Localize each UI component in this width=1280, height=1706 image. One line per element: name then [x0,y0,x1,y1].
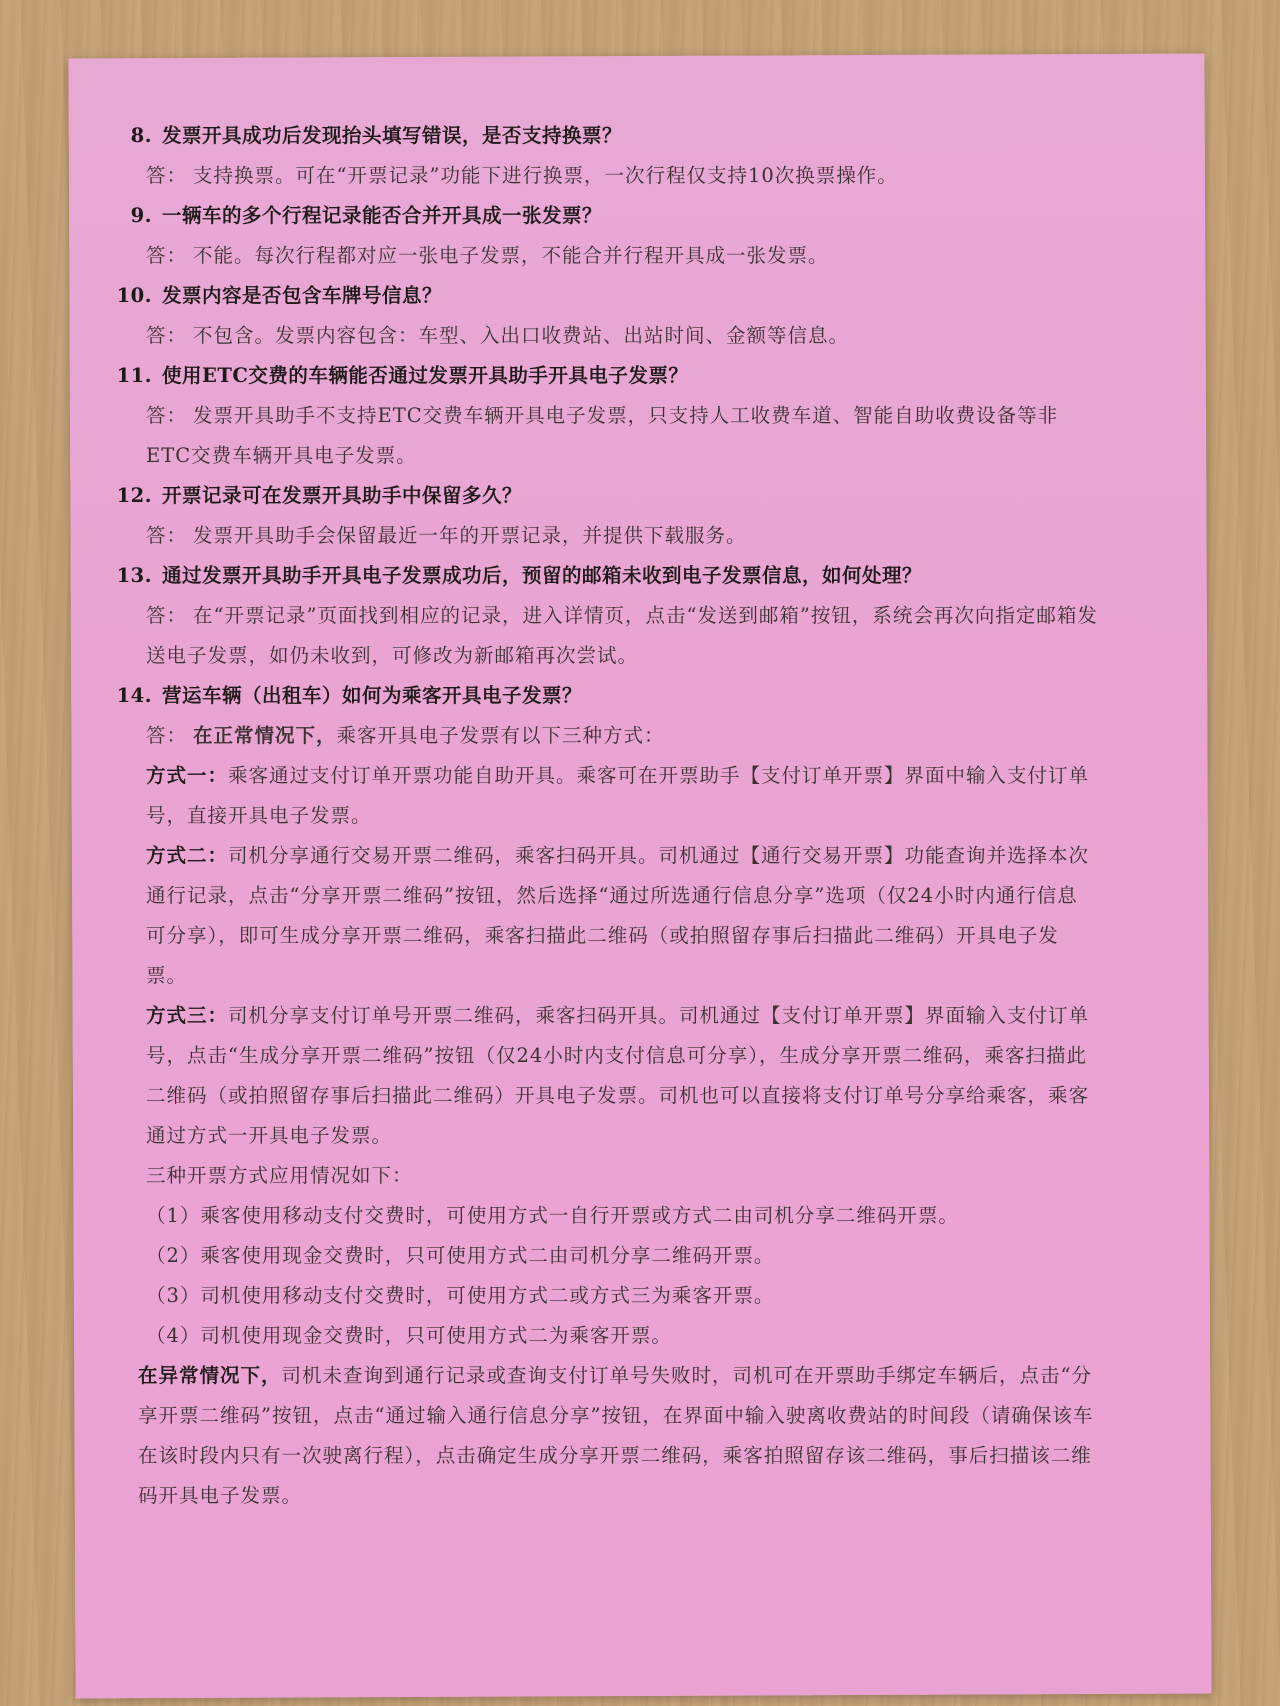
faq-item-9 [108,196,1098,276]
answer-prefix: 答： [146,604,188,627]
question-number: 10. [116,284,152,307]
question-text: 发票内容是否包含车牌号信息？ [162,284,443,307]
question-number: 11. [116,364,152,387]
answer-intro [108,716,1098,756]
question [108,356,1098,396]
answer [108,596,1098,676]
faq-item-12 [108,476,1098,556]
answer-prefix: 答： [146,724,188,747]
answer [108,236,1098,276]
abnormal-case-text: 司机未查询到通行记录或查询支付订单号失败时，司机可在开票助手绑定车辆后，点击“分享开票二维码”按钮，点击“通过输入通行信息分享”按钮，在界面中输入驶离收费站的时间段（请确保该车在该时段内只有一次驶离行程），点击确定生成分享开票二维码，乘客拍照留存该二维码，事后扫描该二维码开具电子发票。 [138,1364,1094,1507]
answer-text: 在“开票记录”页面找到相应的记录，进入详情页，点击“发送到邮箱”按钮，系统会再次向指定邮箱发送电子发票，如仍未收到，可修改为新邮箱再次尝试。 [146,604,1098,667]
faq-item-14 [108,676,1098,1516]
method-2 [108,836,1098,996]
question-text: 通过发票开具助手开具电子发票成功后，预留的邮箱未收到电子发票信息，如何处理？ [162,564,923,587]
method-text: 乘客通过支付订单开票功能自助开具。乘客可在开票助手【支付订单开票】界面中输入支付订单号，直接开具电子发票。 [146,764,1090,827]
faq-item-10 [108,276,1098,356]
faq-item-8 [108,116,1098,196]
question-number: 9. [130,204,152,227]
method-label: 方式一： [146,764,229,787]
case-4: （4）司机使用现金交费时，只可使用方式二为乘客开票。 [146,1324,672,1347]
method-label: 方式三： [146,1004,229,1027]
answer [108,396,1098,476]
question-text: 开票记录可在发票开具助手中保留多久？ [162,484,523,507]
answer-prefix: 答： [146,324,188,347]
faq-item-13 [108,556,1098,676]
case-1: （1）乘客使用移动支付交费时，可使用方式一自行开票或方式二由司机分享二维码开票。 [146,1204,959,1227]
question-number: 13. [116,564,152,587]
method-text: 司机分享通行交易开票二维码，乘客扫码开具。司机通过【通行交易开票】功能查询并选择本次通行记录，点击“分享开票二维码”按钮，然后选择“通过所选通行信息分享”选项（仅24小时内通行信息可分享），即可生成分享开票二维码，乘客扫描此二维码（或拍照留存事后扫描此二维码）开具电子发票。 [146,844,1090,987]
normal-case-label: 在正常情况下， [193,724,337,747]
answer-text: 不包含。发票内容包含：车型、入出口收费站、出站时间、金额等信息。 [193,324,850,347]
question [108,196,1098,236]
question [108,476,1098,516]
answer-prefix: 答： [146,244,188,267]
question-number: 8. [130,124,152,147]
faq-document [108,116,1098,1516]
faq-item-11 [108,356,1098,476]
answer [108,516,1098,556]
method-label: 方式二： [146,844,229,867]
answer-text: 发票开具助手会保留最近一年的开票记录，并提供下载服务。 [193,524,747,547]
question-number: 14. [116,684,152,707]
question-text: 发票开具成功后发现抬头填写错误，是否支持换票？ [162,124,623,147]
answer-intro-text: 乘客开具电子发票有以下三种方式： [336,724,665,747]
method-1 [108,756,1098,836]
answer-prefix: 答： [146,164,188,187]
abnormal-case-label: 在异常情况下， [138,1364,282,1387]
summary-title: 三种开票方式应用情况如下： [146,1164,413,1187]
case-2: （2）乘客使用现金交费时，只可使用方式二由司机分享二维码开票。 [146,1244,775,1267]
method-text: 司机分享支付订单号开票二维码，乘客扫码开具。司机通过【支付订单开票】界面输入支付订单号，点击“生成分享开票二维码”按钮（仅24小时内支付信息可分享），生成分享开票二维码，乘客扫描此二维码（或拍照留存事后扫描此二维码）开具电子发票。司机也可以直接将支付订单号分享给乘客，乘客通过方式一开具电子发票。 [146,1004,1090,1147]
answer [108,316,1098,356]
method-3 [108,996,1098,1156]
question [108,676,1098,716]
question-text: 营运车辆（出租车）如何为乘客开具电子发票？ [162,684,583,707]
answer-prefix: 答： [146,404,188,427]
answer-text: 支持换票。可在“开票记录”功能下进行换票，一次行程仅支持10次换票操作。 [193,164,898,187]
question [108,276,1098,316]
question-text: 一辆车的多个行程记录能否合并开具成一张发票？ [162,204,603,227]
answer-prefix: 答： [146,524,188,547]
question [108,556,1098,596]
question [108,116,1098,156]
answer [108,156,1098,196]
question-text: 使用ETC交费的车辆能否通过发票开具助手开具电子发票？ [162,364,689,387]
answer-text: 不能。每次行程都对应一张电子发票，不能合并行程开具成一张发票。 [193,244,829,267]
case-3: （3）司机使用移动支付交费时，可使用方式二或方式三为乘客开票。 [146,1284,775,1307]
answer-text: 发票开具助手不支持ETC交费车辆开具电子发票，只支持人工收费车道、智能自助收费设备等非ETC交费车辆开具电子发票。 [146,404,1059,467]
question-number: 12. [116,484,152,507]
abnormal-case [108,1356,1098,1516]
